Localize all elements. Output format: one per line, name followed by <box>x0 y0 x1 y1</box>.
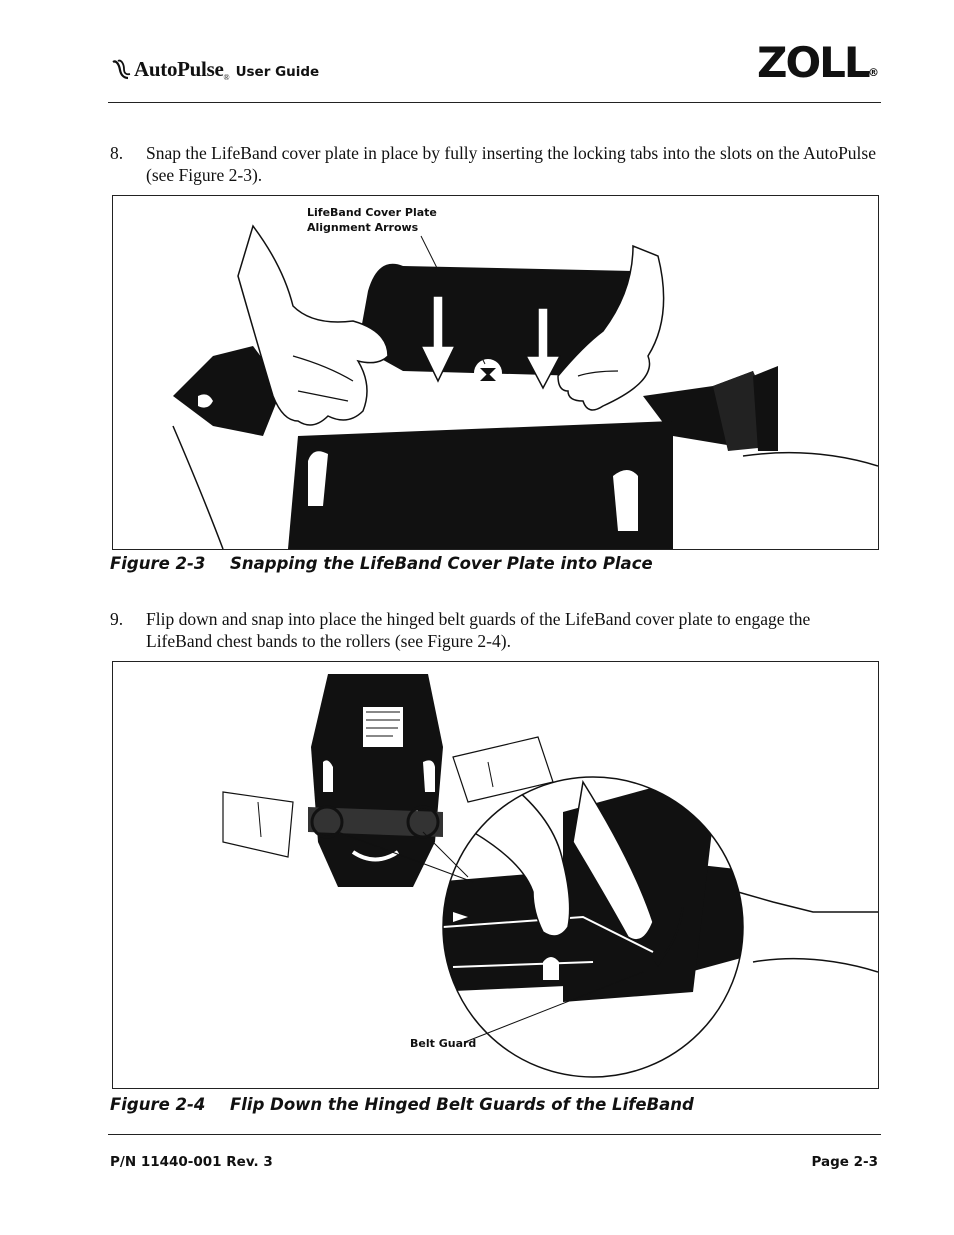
step-text: Snap the LifeBand cover plate in place by fully inserting the locking tabs into the slots on the AutoPulse (see Figure 2-3). <box>146 143 877 185</box>
step-number: 9. <box>110 609 124 629</box>
step-text: Flip down and snap into place the hinged belt guards of the LifeBand cover plate to engage the LifeBand chest bands to the rollers (see Figure 2-4). <box>146 609 811 651</box>
figure-number: Figure 2-4 <box>110 1095 206 1114</box>
header-brand <box>110 52 319 82</box>
step-8 <box>110 142 880 188</box>
zoll-registered-mark: ® <box>868 66 879 79</box>
figure-2-3-illustration <box>112 195 879 550</box>
brand-suffix: User Guide <box>235 64 320 80</box>
callout-line-1: LifeBand Cover Plate <box>307 206 437 219</box>
cover-plate-illustration <box>113 196 878 549</box>
step-9 <box>110 608 880 654</box>
footer-rule <box>108 1134 881 1135</box>
footer-part-number: P/N 11440-001 Rev. 3 <box>110 1154 273 1170</box>
figure-number: Figure 2-3 <box>110 554 206 573</box>
figure-title: Snapping the LifeBand Cover Plate into Place <box>230 554 653 573</box>
zoll-logo: ZOLL <box>757 38 869 87</box>
figure-2-4-illustration <box>112 661 879 1089</box>
callout-belt-guard: Belt Guard <box>410 1037 477 1050</box>
figure-2-3-caption <box>110 554 653 573</box>
callout-cover-plate <box>307 205 437 235</box>
footer-page-number: Page 2-3 <box>811 1154 878 1170</box>
belt-guard-illustration <box>113 662 878 1088</box>
autopulse-logo-icon <box>110 58 132 82</box>
figure-2-4-caption <box>110 1095 694 1114</box>
callout-line-2: Alignment Arrows <box>307 221 419 234</box>
brand-name: AutoPulse <box>134 57 224 81</box>
step-number: 8. <box>110 143 124 163</box>
header-rule <box>108 102 881 103</box>
brand-registered-mark: ® <box>223 73 230 82</box>
figure-title: Flip Down the Hinged Belt Guards of the LifeBand <box>230 1095 694 1114</box>
